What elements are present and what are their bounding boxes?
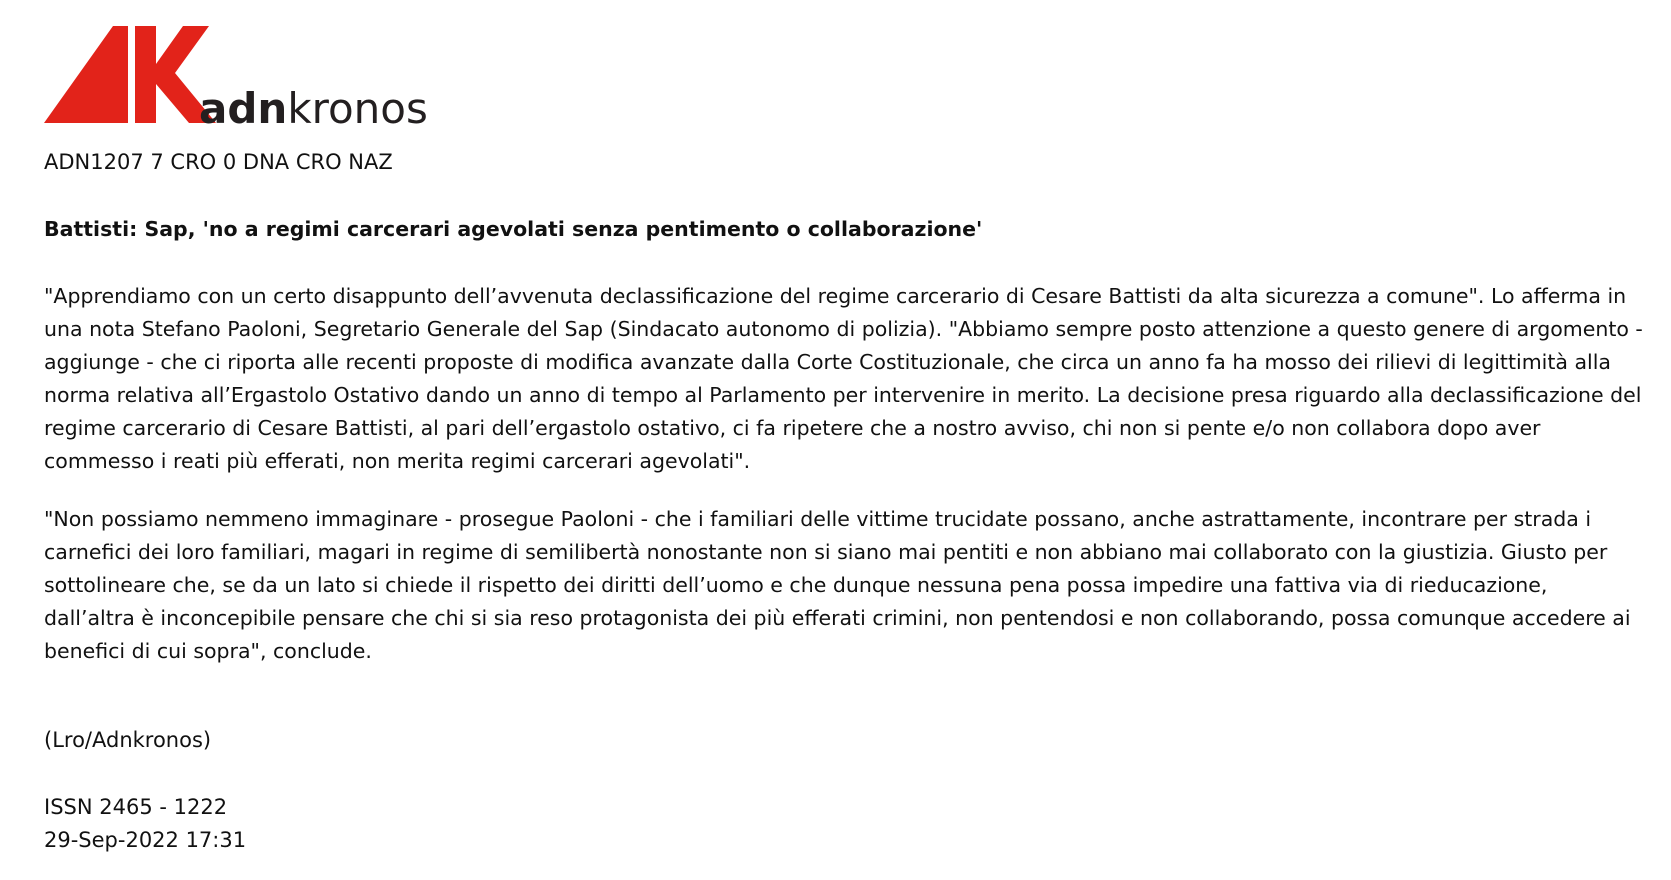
- logo-triangle-mark: [44, 26, 128, 123]
- article-paragraph-1: "Apprendiamo con un certo disappunto dell’avvenuta declassificazione del regime carcerario di Cesare Battisti da alta sicurezza a comune". Lo afferma in una nota Stefano Paoloni, Segretario Generale del Sap (Sindacato autonomo di polizia). "Abbiamo sempre posto attenzione a questo genere di argomento - aggiunge - che ci riporta alle recenti proposte di modifica avanzate dalla Corte Costituzionale, che circa un anno fa ha mosso dei rilievi di legittimità alla norma relativa all’Ergastolo Ostativo dando un anno di tempo al Parlamento per intervenire in merito. La decisione presa riguardo alla declassificazione del regime carcerario di Cesare Battisti, al pari dell’ergastolo ostativo, ci fa ripetere che a nostro avviso, chi non si pente e/o non collabora dopo aver commesso i reati più efferati, non merita regimi carcerari agevolati".: [44, 284, 1643, 473]
- publication-datetime: 29-Sep-2022 17:31: [44, 828, 247, 852]
- logo-wordmark-light: kronos: [287, 84, 428, 133]
- svg-text:adnkronos: [199, 84, 428, 133]
- adnkronos-logo-graphic: [44, 26, 484, 138]
- logo-wordmark-bold: adn: [199, 84, 288, 133]
- adnkronos-logo: [44, 26, 484, 138]
- agency-code-line: ADN1207 7 CRO 0 DNA CRO NAZ: [44, 150, 393, 174]
- article-signature: (Lro/Adnkronos): [44, 728, 212, 752]
- article-title: Battisti: Sap, 'no a regimi carcerari agevolati senza pentimento o collaborazione': [44, 217, 983, 241]
- article-paragraph-2: "Non possiamo nemmeno immaginare - prosegue Paoloni - che i familiari delle vittime trucidate possano, anche astrattamente, incontrare per strada i carnefici dei loro familiari, magari in regime di semilibertà nonostante non si siano mai pentiti e non abbiano mai collaborato con la giustizia. Giusto per sottolineare che, se da un lato si chiede il rispetto dei diritti dell’uomo e che dunque nessuna pena possa impedire una fattiva via di rieducazione, dall’altra è inconcepibile pensare che chi si sia reso protagonista dei più efferati crimini, non pentendosi e non collaborando, possa comunque accedere ai benefici di cui sopra", conclude.: [44, 507, 1631, 663]
- issn-number: ISSN 2465 - 1222: [44, 795, 228, 819]
